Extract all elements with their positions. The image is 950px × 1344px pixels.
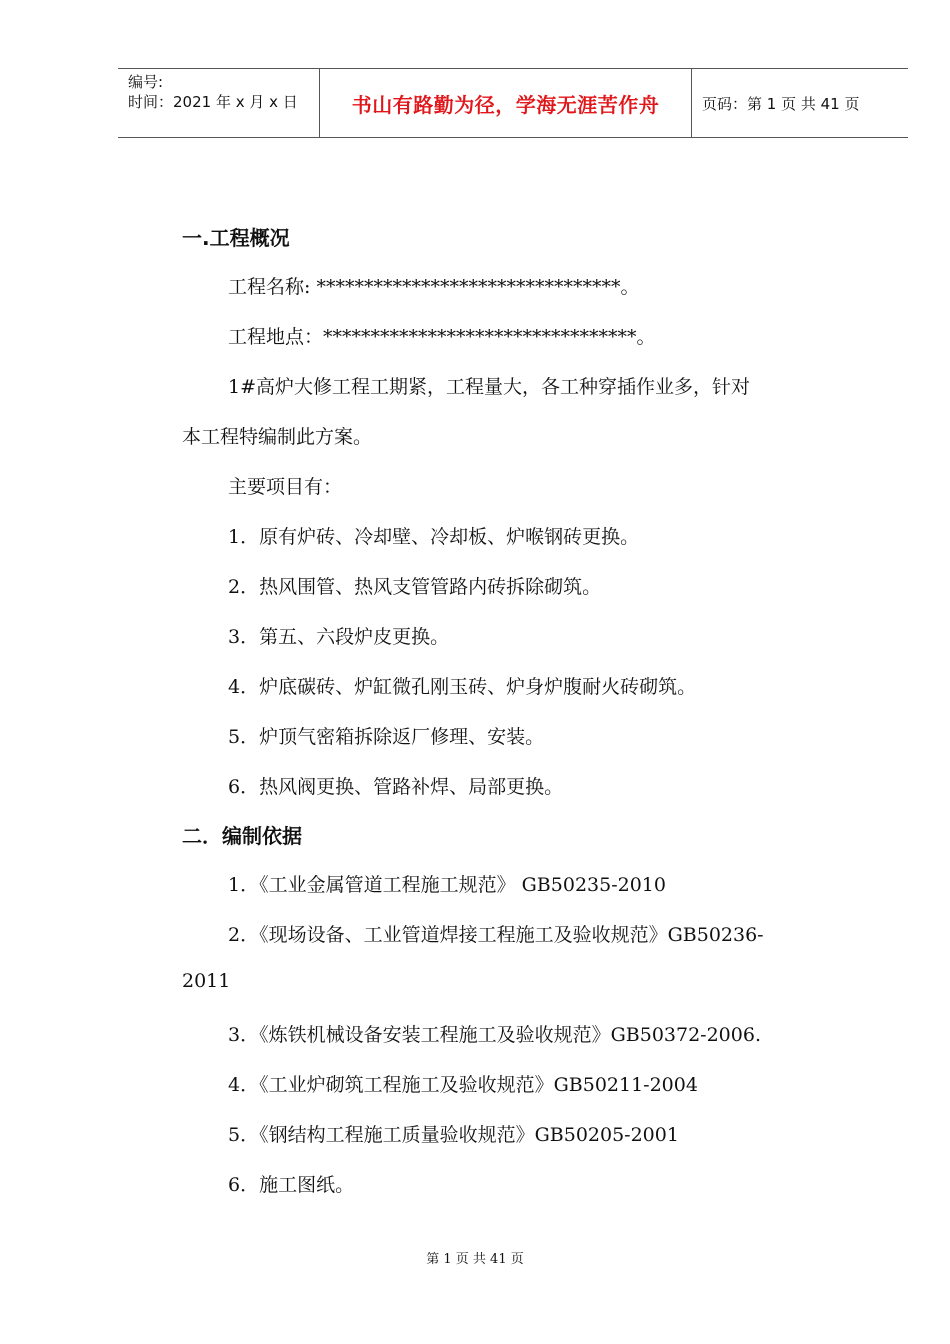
basis-item: 2．《现场设备、工业管道焊接工程施工及验收规范》GB50236-	[228, 924, 764, 946]
main-items-label: 主要项目有：	[228, 476, 343, 498]
section-heading-overview: 一.工程概况	[182, 226, 290, 250]
basis-item: 4．《工业炉砌筑工程施工及验收规范》GB50211-2004	[228, 1074, 698, 1096]
list-item: 1．原有炉砖、冷却壁、冷却板、炉喉钢砖更换。	[228, 526, 640, 548]
intro-paragraph-line1: 1#高炉大修工程工期紧，工程量大，各工种穿插作业多，针对	[228, 376, 751, 398]
document-number-label: 编号:	[128, 73, 164, 91]
header-meta-cell	[118, 69, 320, 137]
project-location: 工程地点：*********************************。	[228, 326, 656, 348]
project-name: 工程名称: ********************************。	[228, 276, 640, 298]
document-date: 时间：2021 年 x 月 x 日	[128, 93, 298, 111]
list-item: 6．热风阀更换、管路补焊、局部更换。	[228, 776, 564, 798]
intro-paragraph-line2: 本工程特编制此方案。	[182, 426, 373, 448]
list-item: 2．热风围管、热风支管管路内砖拆除砌筑。	[228, 576, 602, 598]
list-item: 3．第五、六段炉皮更换。	[228, 626, 450, 648]
document-header	[118, 68, 908, 138]
section-heading-basis: 二．编制依据	[182, 824, 302, 848]
basis-item: 5．《钢结构工程施工质量验收规范》GB50205-2001	[228, 1124, 679, 1146]
header-motto-cell	[320, 69, 692, 137]
header-page-cell	[692, 69, 908, 137]
basis-item: 3．《炼铁机械设备安装工程施工及验收规范》GB50372-2006.	[228, 1024, 761, 1046]
header-motto: 书山有路勤为径，学海无涯苦作舟	[351, 92, 660, 117]
header-page-number: 页码：第 1 页 共 41 页	[702, 94, 860, 113]
list-item: 5．炉顶气密箱拆除返厂修理、安装。	[228, 726, 545, 748]
basis-item: 6．施工图纸。	[228, 1174, 355, 1196]
list-item: 4．炉底碳砖、炉缸微孔刚玉砖、炉身炉腹耐火砖砌筑。	[228, 676, 697, 698]
basis-item: 1．《工业金属管道工程施工规范》 GB50235-2010	[228, 874, 666, 896]
page-footer: 第 1 页 共 41 页	[426, 1252, 524, 1267]
basis-item-continuation: 2011	[182, 970, 231, 992]
